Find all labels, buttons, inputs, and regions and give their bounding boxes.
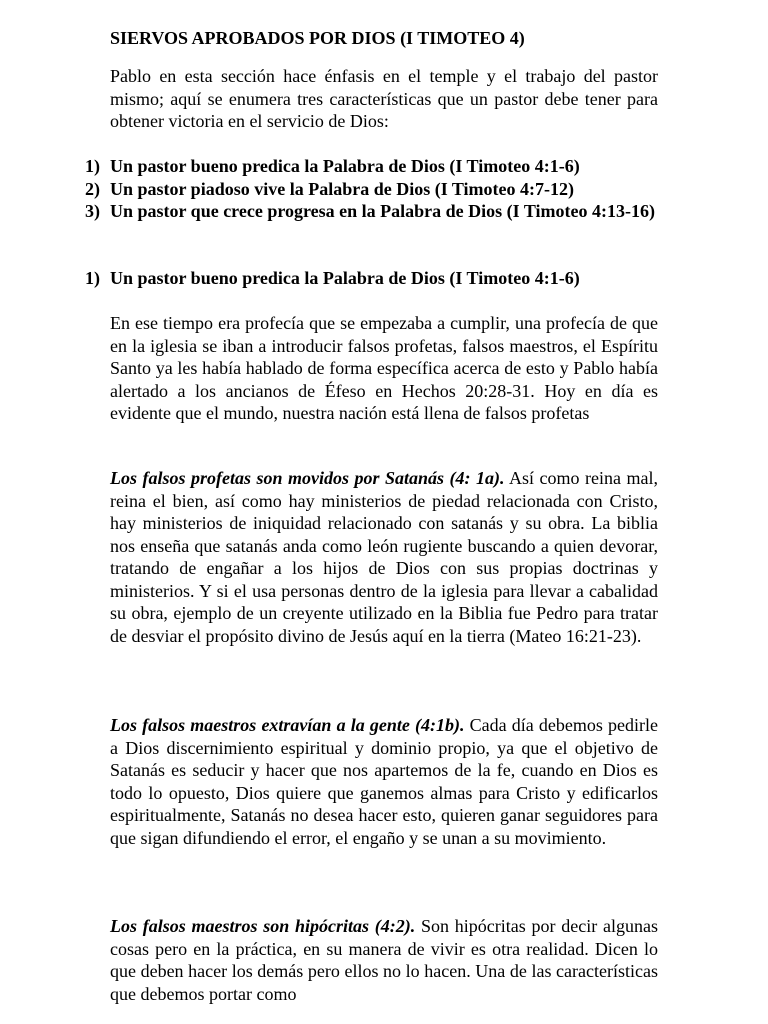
list-item	[85, 178, 658, 201]
body-paragraph-2	[110, 467, 658, 647]
paragraph-lead: Los falsos profetas son movidos por Satanás (4: 1a).	[110, 468, 505, 488]
list-item-text: Un pastor piadoso vive la Palabra de Dios (I Timoteo 4:7-12)	[110, 178, 575, 199]
list-item	[85, 200, 658, 223]
list-item-text: Un pastor bueno predica la Palabra de Dios (I Timoteo 4:1-6)	[110, 156, 580, 176]
document-title: SIERVOS APROBADOS POR DIOS (I TIMOTEO 4)	[110, 28, 525, 48]
section-heading-text: Un pastor bueno predica la Palabra de Dios (I Timoteo 4:1-6)	[110, 268, 580, 288]
characteristics-list	[85, 155, 658, 223]
body-paragraph-4	[110, 915, 658, 1005]
list-item-number: 2)	[85, 178, 100, 199]
body-paragraph-3	[110, 714, 658, 849]
intro-paragraph: Pablo en esta sección hace énfasis en el temple y el trabajo del pastor mismo; aquí se enumera tres características que un pastor debe tener para obtener victoria en el servicio de Dios:	[110, 66, 658, 131]
paragraph-body: Así como reina mal, reina el bien, así como hay ministerios de piedad relacionada con Cristo, hay ministerios de iniquidad relacionado con satanás y su obra. La biblia nos enseña que satanás anda como león rugiente buscando a quien devorar, tratando de engañar a los hijos de Dios con sus propias doctrinas y ministerios. Y si el usa personas dentro de la iglesia para llevar a cabalidad su obra, ejemplo de un creyente utilizado en la Biblia fue Pedro para tratar de desviar el propósito divino de Jesús aquí en la tierra (Mateo 16:21-23).	[110, 468, 658, 646]
body-paragraph-1: En ese tiempo era profecía que se empezaba a cumplir, una profecía de que en la iglesia se iban a introducir falsos profetas, falsos maestros, el Espíritu Santo ya les había hablado de forma específica acerca de esto y Pablo había alertado a los ancianos de Éfeso en Hechos 20:28-31. Hoy en día es evidente que el mundo, nuestra nación está llena de falsos profetas	[110, 313, 658, 423]
list-item-number: 3)	[85, 201, 100, 221]
list-item-number: 1)	[85, 156, 100, 176]
paragraph-body: Cada día debemos pedirle a Dios discernimiento espiritual y dominio propio, ya que el objetivo de Satanás es seducir y hacer que nos apartemos de la fe, cuando en Dios es todo lo opuesto, Dios quiere que ganemos almas para Cristo y edificarlos espiritualmente, Satanás no desea hacer esto, quieren ganar seguidores para que sigan difundiendo el error, el engaño y se unan a su movimiento.	[110, 715, 659, 848]
list-item-text: Un pastor que crece progresa en la Palabra de Dios (I Timoteo 4:13-16)	[110, 201, 655, 221]
list-item	[85, 155, 658, 178]
section-heading	[85, 267, 658, 290]
section-heading-item	[85, 267, 658, 290]
paragraph-lead: Los falsos maestros extravían a la gente (4:1b).	[110, 715, 465, 735]
paragraph-body: Son hipócritas por decir algunas cosas pero en la práctica, en su manera de vivir es otra realidad. Dicen lo que deben hacer los demás pero ellos no lo hacen. Una de las características que debemos portar como	[110, 916, 658, 1004]
paragraph-lead: Los falsos maestros son hipócritas (4:2).	[110, 916, 416, 936]
section-heading-number: 1)	[85, 268, 100, 288]
